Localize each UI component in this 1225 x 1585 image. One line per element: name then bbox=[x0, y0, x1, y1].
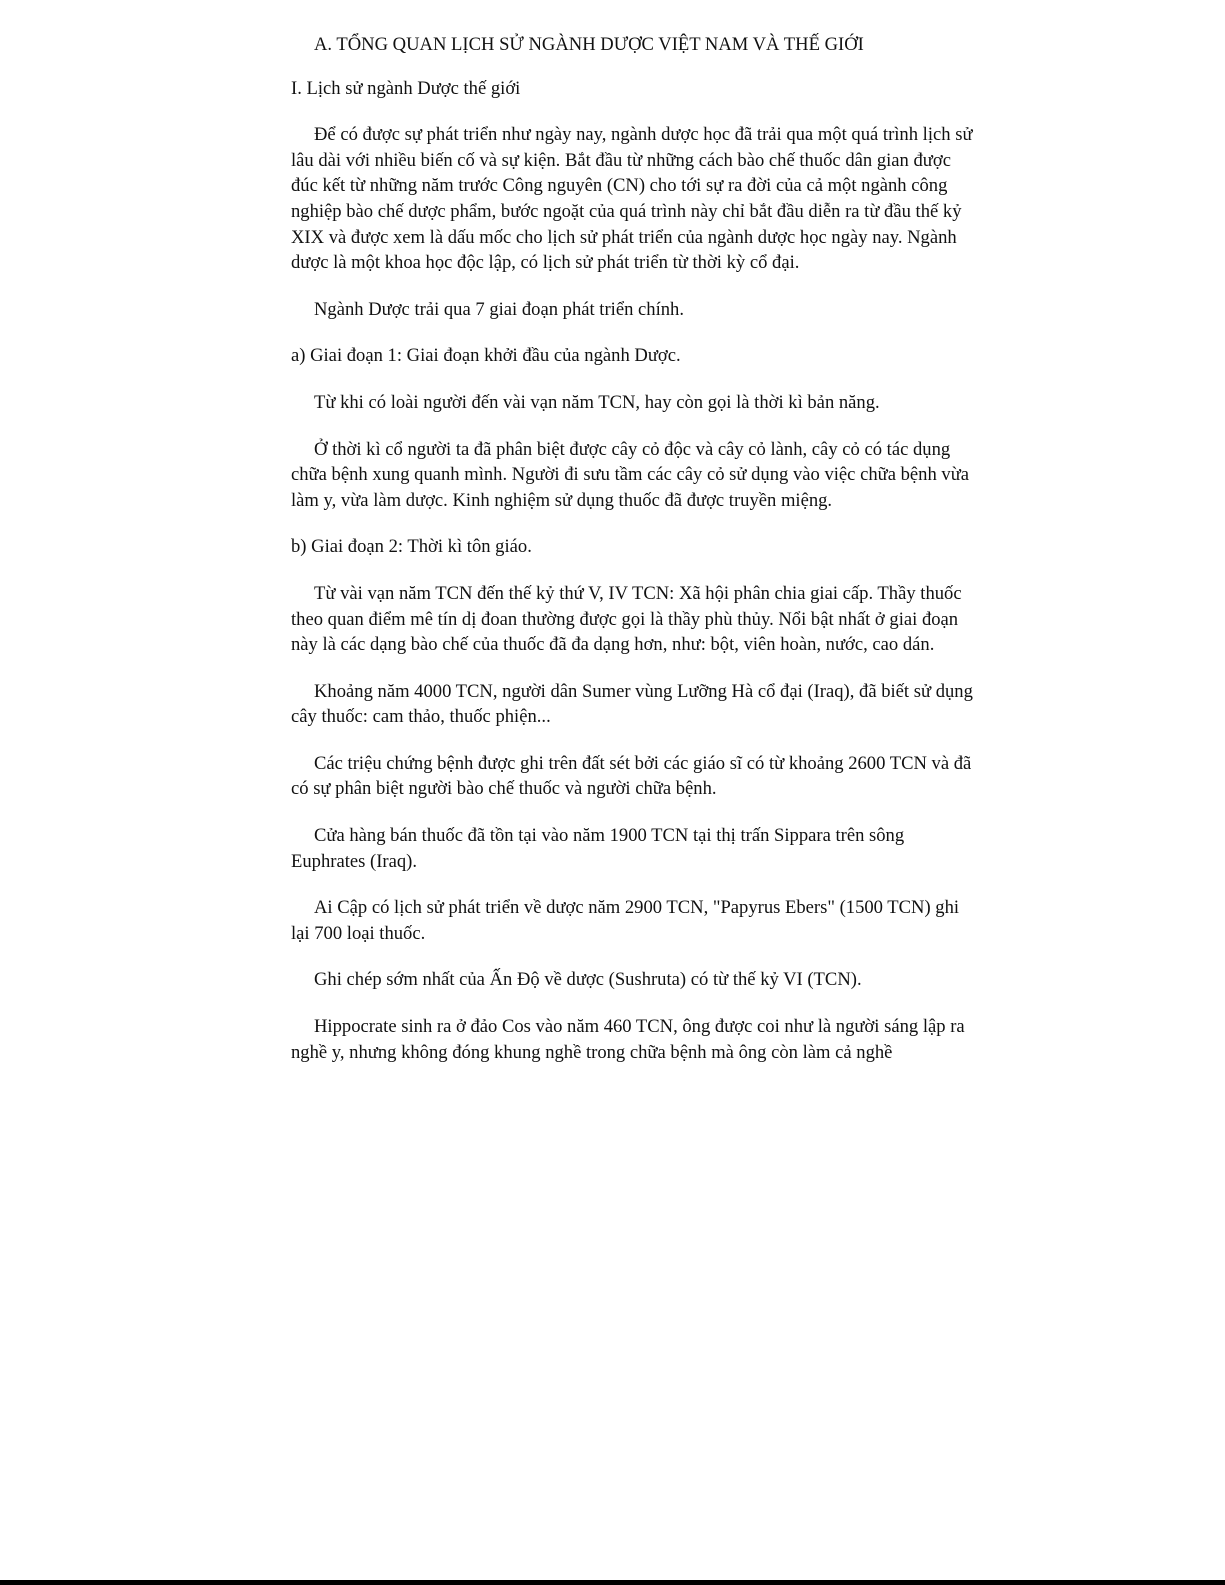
stages-intro-paragraph: Ngành Dược trải qua 7 giai đoạn phát triển chính. bbox=[314, 298, 684, 320]
stage-b-paragraph-5: Ai Cập có lịch sử phát triển về dược năm 2900 TCN, "Papyrus Ebers" (1500 TCN) ghi lại 700 loại thuốc. bbox=[291, 897, 960, 944]
stage-a-paragraph-1: Từ khi có loài người đến vài vạn năm TCN, hay còn gọi là thời kì bản năng. bbox=[314, 391, 880, 413]
document-title: A. TỔNG QUAN LỊCH SỬ NGÀNH DƯỢC VIỆT NAM VÀ THẾ GIỚI bbox=[314, 34, 864, 55]
stage-b-paragraph-6: Ghi chép sớm nhất của Ấn Độ về dược (Sushruta) có từ thế kỷ VI (TCN). bbox=[314, 969, 862, 991]
stage-b-paragraph-7: Hippocrate sinh ra ở đảo Cos vào năm 460 TCN, ông được coi như là người sáng lập ra nghề y, nhưng không đóng khung nghề trong chữa bệnh mà ông còn làm cả nghề bbox=[291, 1016, 965, 1063]
stage-a-paragraph-2: Ở thời kì cổ người ta đã phân biệt được cây cỏ độc và cây cỏ lành, cây cỏ có tác dụng chữa bệnh xung quanh mình. Người đi sưu tầm các cây cỏ sử dụng vào việc chữa bệnh vừa làm y, vừa làm dược. Kinh nghiệm sử dụng thuốc đã được truyền miệng. bbox=[291, 438, 970, 511]
stage-b-paragraph-3: Các triệu chứng bệnh được ghi trên đất sét bởi các giáo sĩ có từ khoảng 2600 TCN và đã có sự phân biệt người bào chế thuốc và người chữa bệnh. bbox=[291, 752, 972, 800]
stage-b-heading: b) Giai đoạn 2: Thời kì tôn giáo. bbox=[291, 536, 532, 558]
intro-paragraph: Để có được sự phát triển như ngày nay, ngành dược học đã trải qua một quá trình lịch sử lâu dài với nhiều biến cố và sự kiện. Bắt đầu từ những cách bào chế thuốc dân gian được đúc kết từ những năm trước Công nguyên (CN) cho tới sự ra đời của cả một ngành công nghiệp bào chế dược phẩm, bước ngoặt của quá trình này chỉ bắt đầu diễn ra từ đầu thế kỷ XIX và được xem là dấu mốc cho lịch sử phát triển của ngành dược học ngày nay. Ngành dược là một khoa học độc lập, có lịch sử phát triển từ thời kỳ cổ đại. bbox=[291, 124, 973, 274]
stage-b-paragraph-1: Từ vài vạn năm TCN đến thế kỷ thứ V, IV TCN: Xã hội phân chia giai cấp. Thầy thuốc theo quan điểm mê tín dị đoan thường được gọi là thầy phù thủy. Nổi bật nhất ở giai đoạn này là các dạng bào chế của thuốc đã đa dạng hơn, như: bột, viên hoàn, nước, cao dán. bbox=[291, 582, 962, 656]
document-page bbox=[291, 30, 981, 1086]
section-heading: I. Lịch sử ngành Dược thế giới bbox=[291, 77, 521, 99]
stage-b-paragraph-2: Khoảng năm 4000 TCN, người dân Sumer vùng Lưỡng Hà cổ đại (Iraq), đã biết sử dụng cây thuốc: cam thảo, thuốc phiện... bbox=[291, 680, 973, 728]
stage-b-paragraph-4: Cửa hàng bán thuốc đã tồn tại vào năm 1900 TCN tại thị trấn Sippara trên sông Euphrates (Iraq). bbox=[291, 825, 905, 872]
stage-a-heading: a) Giai đoạn 1: Giai đoạn khởi đầu của ngành Dược. bbox=[291, 345, 681, 367]
page-bottom-border bbox=[0, 1580, 1225, 1585]
